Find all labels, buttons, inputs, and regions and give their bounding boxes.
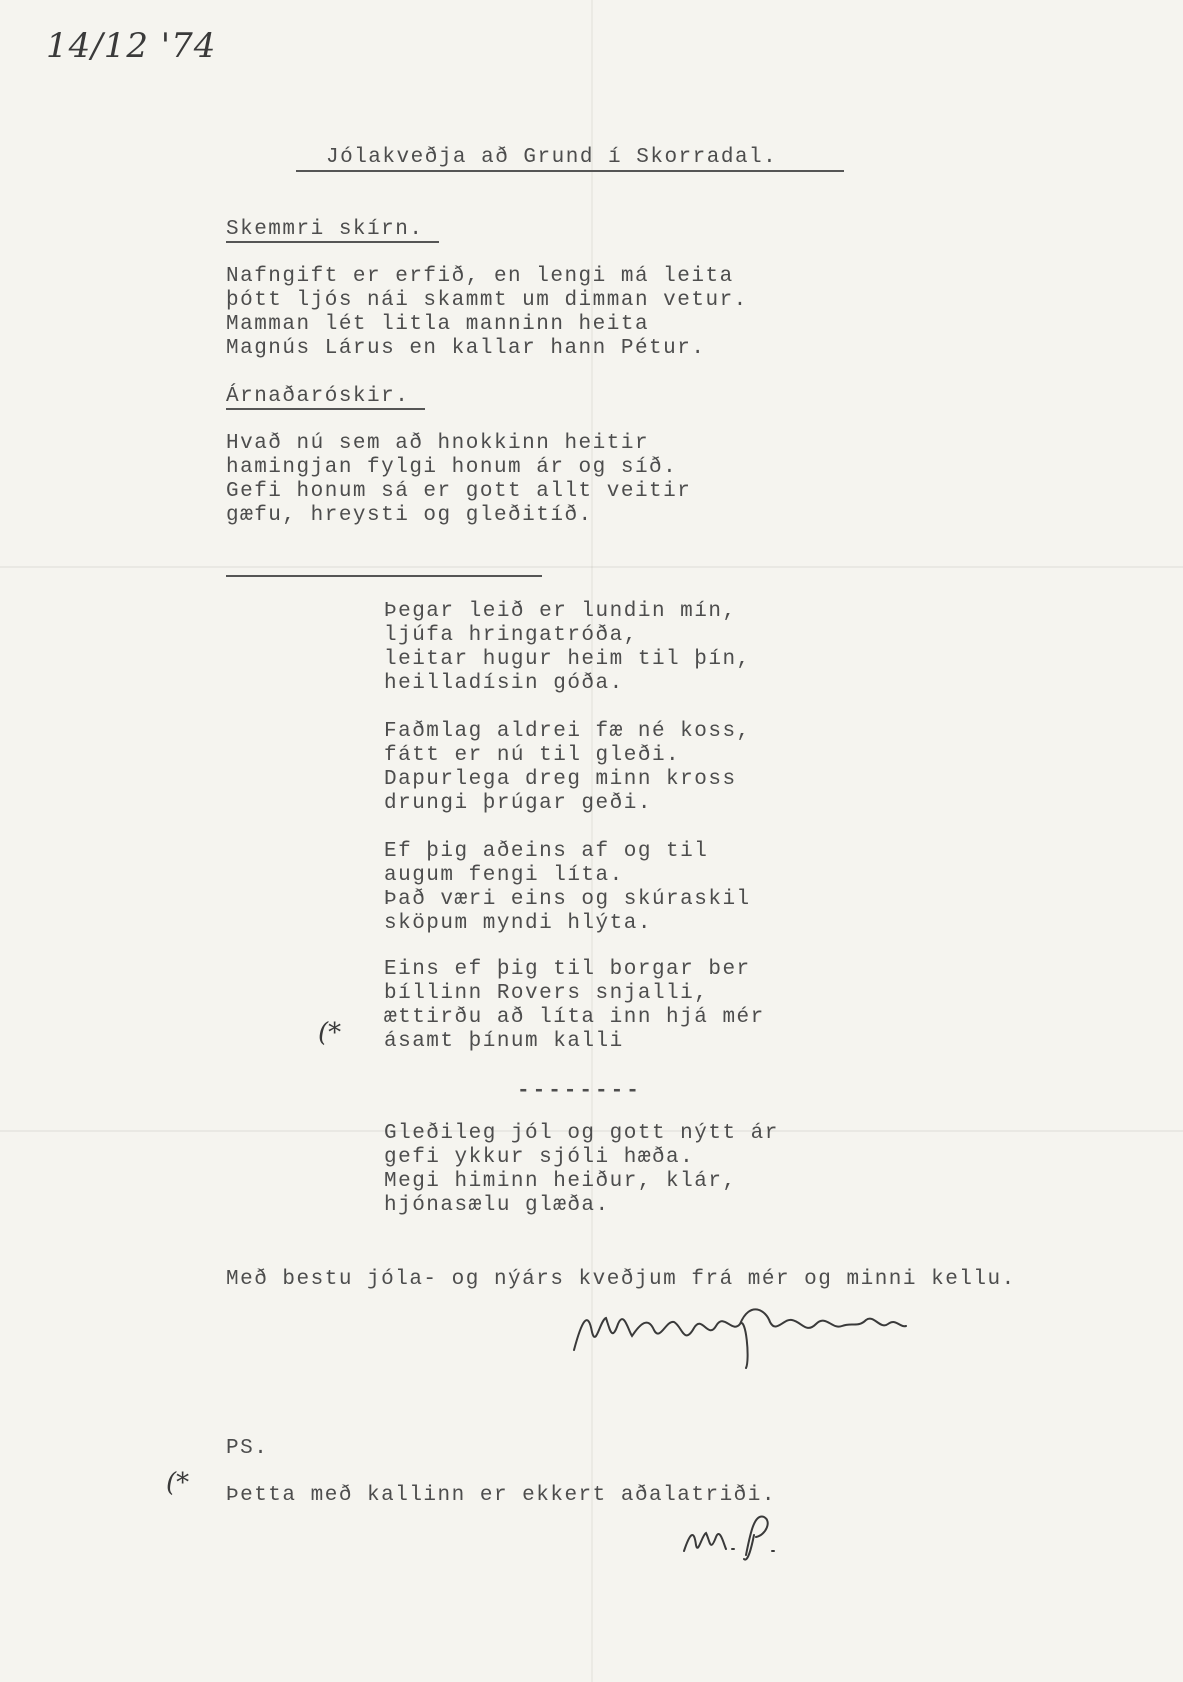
verse-line: ættirðu að líta inn hjá mér (384, 1006, 765, 1029)
verse-line: bíllinn Rovers snjalli, (384, 982, 709, 1005)
signature (570, 1290, 930, 1370)
poem-stanza (384, 958, 765, 1054)
closing-line: Með bestu jóla- og nýárs kveðjum frá mér og minni kellu. (226, 1268, 1016, 1291)
verse-line: Magnús Lárus en kallar hann Pétur. (226, 337, 706, 360)
ps-label: PS. (226, 1437, 269, 1460)
section-heading: Skemmri skírn. (226, 218, 439, 243)
verse-line: hjónasælu glæða. (384, 1194, 610, 1217)
verse-line: sköpum myndi hlýta. (384, 912, 652, 935)
separator: -------- (517, 1080, 642, 1103)
verse-line: Þegar leið er lundin mín, (384, 600, 737, 623)
poem-stanza (384, 840, 751, 936)
footnote-mark: (* (166, 1468, 190, 1498)
greeting-stanza (384, 1122, 779, 1218)
poem-stanza (384, 720, 751, 816)
section-heading: Árnaðaróskir. (226, 385, 425, 410)
stanza-skemmri-skirn (226, 265, 748, 361)
divider (226, 575, 542, 577)
verse-line: Gleðileg jól og gott nýtt ár (384, 1122, 779, 1145)
verse-line: fátt er nú til gleði. (384, 744, 681, 767)
handwritten-date: 14/12 '74 (46, 26, 217, 66)
verse-line: Eins ef þig til borgar ber (384, 958, 751, 981)
poem-stanza (384, 600, 751, 696)
verse-line: Faðmlag aldrei fæ né koss, (384, 720, 751, 743)
verse-line: augum fengi líta. (384, 864, 624, 887)
verse-line: Gefi honum sá er gott allt veitir (226, 480, 692, 503)
verse-line: Dapurlega dreg minn kross (384, 768, 737, 791)
verse-line: ásamt þínum kalli (384, 1030, 624, 1053)
verse-line: Hvað nú sem að hnokkinn heitir (226, 432, 650, 455)
verse-line: Nafngift er erfið, en lengi má leita (226, 265, 734, 288)
verse-line: leitar hugur heim til þín, (384, 648, 751, 671)
initials-signature (680, 1505, 800, 1565)
verse-line: gefi ykkur sjóli hæða. (384, 1146, 695, 1169)
verse-line: Það væri eins og skúraskil (384, 888, 751, 911)
verse-line: hamingjan fylgi honum ár og síð. (226, 456, 678, 479)
verse-line: Mamman lét litla manninn heita (226, 313, 650, 336)
verse-line: Megi himinn heiður, klár, (384, 1170, 737, 1193)
ps-text: Þetta með kallinn er ekkert aðalatriði. (226, 1484, 776, 1507)
verse-line: heilladísin góða. (384, 672, 624, 695)
stanza-arnadaroskir (226, 432, 691, 528)
page-title: Jólakveðja að Grund í Skorradal. (296, 146, 844, 172)
verse-line: gæfu, hreysti og gleðitíð. (226, 504, 593, 527)
verse-line: þótt ljós nái skammt um dimman vetur. (226, 289, 748, 312)
verse-line: drungi þrúgar geði. (384, 792, 652, 815)
verse-line: ljúfa hringatróða, (384, 624, 638, 647)
footnote-mark: (* (318, 1018, 342, 1048)
verse-line: Ef þig aðeins af og til (384, 840, 709, 863)
